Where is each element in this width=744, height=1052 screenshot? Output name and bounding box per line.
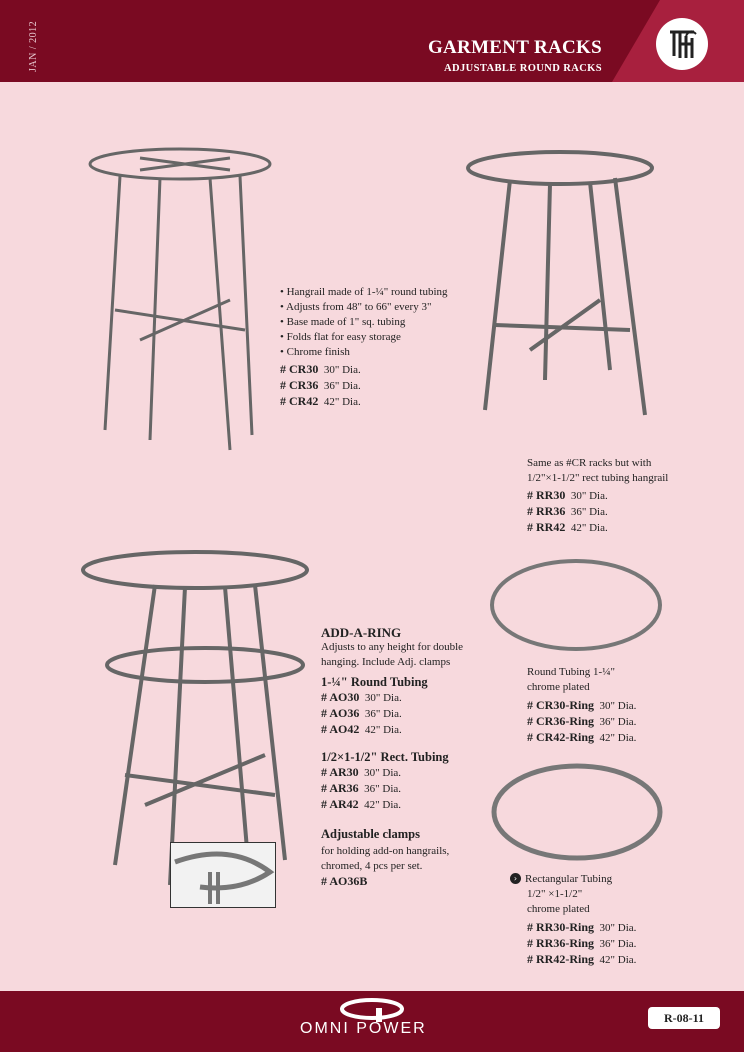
round-ring-section (527, 665, 636, 746)
model-row: # AO36 36" Dia. (321, 706, 402, 720)
model-row: # RR30 30" Dia. (527, 488, 608, 502)
clamps-desc-line: for holding add-on hangrails, (321, 845, 450, 857)
cr-rack-image (80, 140, 280, 460)
page-title: GARMENT RACKS (427, 37, 602, 58)
model-row: # AO42 42" Dia. (321, 722, 402, 736)
model-row: # CR30-Ring 30" Dia. (527, 698, 637, 712)
rr-rack-image (450, 140, 670, 430)
feature-item: • Adjusts from 48" to 66" every 3" (280, 301, 432, 313)
rect-ring-desc: › Rectangular Tubing (510, 872, 636, 887)
rr-section (527, 456, 668, 536)
clamps-heading: Adjustable clamps (321, 827, 420, 841)
intro-line: hanging. Include Adj. clamps (321, 656, 451, 668)
rect-ring-section (510, 872, 636, 968)
model-row: # CR36 36" Dia. (280, 378, 361, 392)
omni-power-logo-icon (332, 996, 412, 1022)
model-row: # RR30-Ring 30" Dia. (527, 920, 637, 934)
rect-ring-desc: chrome plated (527, 903, 590, 915)
round-tubing-heading: 1-¼" Round Tubing (321, 675, 428, 689)
page-code: R-08-11 (648, 1007, 720, 1029)
arrow-right-icon: › (510, 873, 521, 884)
clamps-code: # AO36B (321, 874, 368, 888)
round-ring-image (488, 555, 664, 655)
model-row: # CR36-Ring 36" Dia. (527, 714, 637, 728)
model-row: # RR36 36" Dia. (527, 504, 608, 518)
brand-name: OMNI POWER (300, 1020, 427, 1037)
rect-tubing-heading: 1/2×1-1/2" Rect. Tubing (321, 750, 449, 764)
clamp-detail-image (170, 842, 276, 908)
rect-ring-desc: 1/2" ×1-1/2" (527, 888, 583, 900)
clamps-desc-line: chromed, 4 pcs per set. (321, 860, 423, 872)
model-row: # CR42-Ring 42" Dia. (527, 730, 637, 744)
page-subtitle: ADJUSTABLE ROUND RACKS (444, 63, 602, 74)
round-ring-desc: Round Tubing 1-¼" (527, 666, 615, 678)
header-wedge (0, 0, 744, 82)
rr-note-line: 1/2"×1-1/2" rect tubing hangrail (527, 472, 669, 484)
round-ring-desc: chrome plated (527, 681, 590, 693)
model-row: # CR42 42" Dia. (280, 394, 361, 408)
model-row: # RR36-Ring 36" Dia. (527, 936, 637, 950)
cr-features (280, 285, 448, 410)
add-a-ring-section (321, 625, 463, 889)
model-row: # AR36 36" Dia. (321, 781, 402, 795)
model-row: # AR30 30" Dia. (321, 765, 402, 779)
rack-logo-icon (656, 18, 708, 70)
add-a-ring-heading: ADD-A-RING (321, 625, 402, 640)
intro-line: Adjusts to any height for double (321, 641, 464, 653)
model-row: # RR42-Ring 42" Dia. (527, 952, 637, 966)
model-row: # AR42 42" Dia. (321, 797, 402, 811)
feature-item: • Hangrail made of 1-¼" round tubing (280, 286, 448, 298)
issue-date: JAN / 2012 (28, 20, 39, 72)
model-row: # RR42 42" Dia. (527, 520, 608, 534)
feature-item: • Folds flat for easy storage (280, 331, 401, 343)
feature-item: • Chrome finish (280, 346, 350, 358)
rect-ring-image (490, 760, 664, 864)
feature-item: • Base made of 1" sq. tubing (280, 316, 406, 328)
model-row: # AO30 30" Dia. (321, 690, 402, 704)
rr-note-line: Same as #CR racks but with (527, 457, 652, 469)
model-row: # CR30 30" Dia. (280, 362, 361, 376)
